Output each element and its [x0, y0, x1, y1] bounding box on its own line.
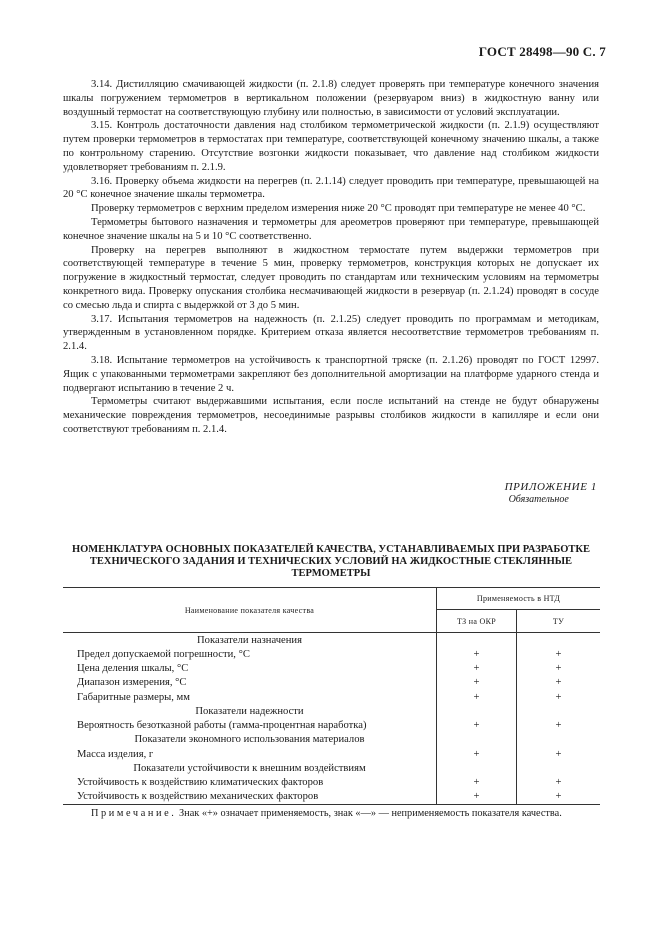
table-row — [63, 661, 600, 675]
row-name: Масса изделия, г — [63, 747, 437, 761]
appendix-status: Обязательное — [508, 494, 569, 505]
appendix-label — [505, 481, 597, 505]
table-row — [63, 775, 600, 789]
row-tz: + — [437, 775, 517, 789]
column-header-applicability: Применяемость в НТД — [437, 588, 601, 610]
paragraph-3-18-b: Термометры считают выдержавшими испытания, если после испытаний на стенде не будут обнаружены механические повреждения термометров, несоединимые разрывы столбиков жидкости в капилляре и если они соответствуют требованиям п. 2.1.4. — [63, 396, 599, 435]
row-tu: + — [555, 777, 562, 789]
table-row — [63, 790, 600, 805]
table-title: НОМЕНКЛАТУРА ОСНОВНЫХ ПОКАЗАТЕЛЕЙ КАЧЕСТВА, УСТАНАВЛИВАЕМЫХ ПРИ РАЗРАБОТКЕ ТЕХНИЧЕСКОГО ЗАДАНИЯ И ТЕХНИЧЕСКИХ УСЛОВИЙ НА ЖИДКОСТНЫЕ СТЕКЛЯННЫЕ ТЕРМОМЕТРЫ — [71, 544, 591, 579]
table-row — [63, 747, 600, 761]
row-tz: + — [437, 747, 517, 761]
section-title: Показатели надежности — [63, 705, 437, 719]
table-note — [91, 808, 562, 819]
appendix-number: ПРИЛОЖЕНИЕ 1 — [504, 481, 597, 493]
section-row — [63, 761, 600, 775]
row-tu: + — [555, 648, 562, 660]
column-header-tz: ТЗ на ОКР — [437, 610, 517, 633]
column-header-name: Наименование показателя качества — [63, 588, 437, 633]
row-tu: + — [555, 720, 562, 732]
note-label: Примечание. — [91, 808, 177, 819]
column-header-tu: ТУ — [517, 610, 601, 633]
paragraph-3-18: 3.18. Испытание термометров на устойчивость к транспортной тряске (п. 2.1.26) проводят по ГОСТ 12997. Ящик с упакованными термометрами закрепляют без дополнительной амортизации на платформе ударного стенда и подвергают испытанию в течение 2 ч. — [63, 354, 599, 394]
section-row — [63, 705, 600, 719]
paragraph-3-15: 3.15. Контроль достаточности давления над столбиком термометрической жидкости (п. 2.1.9) осуществляют путем проверки термометров в термостатах при температуре, соответствующей конечному значению шкалы, а также по контрольному старению. Отсутствие возгонки жидкости показывает, что давление над столбиком жидкости удовлетворяет требованиям п. 2.1.9. — [63, 120, 599, 173]
row-tu: + — [555, 691, 562, 703]
section-title: Показатели экономного использования материалов — [63, 733, 437, 747]
row-tz: + — [437, 676, 517, 690]
quality-table — [63, 587, 600, 805]
row-name: Устойчивость к воздействию механических факторов — [63, 790, 437, 805]
section-row — [63, 633, 600, 648]
row-tz: + — [437, 690, 517, 704]
body-text — [63, 78, 599, 437]
row-tz: + — [437, 719, 517, 733]
table-row — [63, 647, 600, 661]
paragraph-3-17: 3.17. Испытания термометров на надежность (п. 2.1.25) следует проводить по программам и методикам, утвержденным в установленном порядке. Критерием отказа является несоответствие термометров требованиям п. 2.1.4. — [63, 313, 599, 353]
table-row — [63, 719, 600, 733]
paragraph-3-16-d: Проверку на перегрев выполняют в жидкостном термостате путем выдержки термометров при соответствующей температуре в течение 5 мин, проверку термометров, конструкция которых не допускает их погружение в жидкостный термостат, следует проводить по стандартам или техническим условиям на термометры конкретного вида. Проверку опускания столбика несмачивающей жидкости в резервуар (п. 2.1.24) проводят в сосуде со смесью льда и спирта с выдержкой от 3 до 5 мин. — [63, 244, 599, 311]
row-name: Цена деления шкалы, °С — [63, 661, 437, 675]
table-row — [63, 690, 600, 704]
row-tu: + — [555, 677, 562, 689]
row-tu: + — [555, 663, 562, 675]
section-row — [63, 733, 600, 747]
row-tz: + — [437, 647, 517, 661]
row-name: Предел допускаемой погрешности, °С — [63, 647, 437, 661]
paragraph-3-16-b: Проверку термометров с верхним пределом измерения ниже 20 °С проводят при температуре не менее 40 °С. — [91, 203, 586, 215]
paragraph-3-14: 3.14. Дистилляцию смачивающей жидкости (п. 2.1.8) следует проверять при температуре конечного значения шкалы погружением термометров в вертикальном положении (резервуаром вниз) в жидкостную ванну или воздушный термостат на соответствующую глубину или полностью, в зависимости от условий эксплуатации. — [63, 79, 599, 118]
row-name: Вероятность безотказной работы (гамма-процентная наработка) — [63, 719, 437, 733]
row-tz: + — [437, 790, 517, 805]
row-name: Диапазон измерения, °С — [63, 676, 437, 690]
section-title: Показатели назначения — [63, 633, 437, 648]
section-title: Показатели устойчивости к внешним воздействиям — [63, 761, 437, 775]
row-tz: + — [437, 661, 517, 675]
table-row — [63, 676, 600, 690]
row-tu: + — [555, 748, 562, 760]
paragraph-3-16-c: Термометры бытового назначения и термометры для ареометров проверяют при температуре, превышающей конечное значение шкалы на 5 и 10 °С соответственно. — [63, 216, 599, 242]
row-tu: + — [517, 790, 601, 805]
page-header: ГОСТ 28498—90 С. 7 — [478, 44, 606, 59]
row-name: Габаритные размеры, мм — [63, 690, 437, 704]
paragraph-3-16: 3.16. Проверку объема жидкости на перегрев (п. 2.1.14) следует проводить при температуре, превышающей на 20 °С конечное значение шкалы термометра. — [63, 175, 599, 201]
note-text: Знак «+» означает применяемость, знак «—» — неприменяемость показателя качества. — [176, 808, 562, 819]
row-name: Устойчивость к воздействию климатических факторов — [63, 775, 437, 789]
